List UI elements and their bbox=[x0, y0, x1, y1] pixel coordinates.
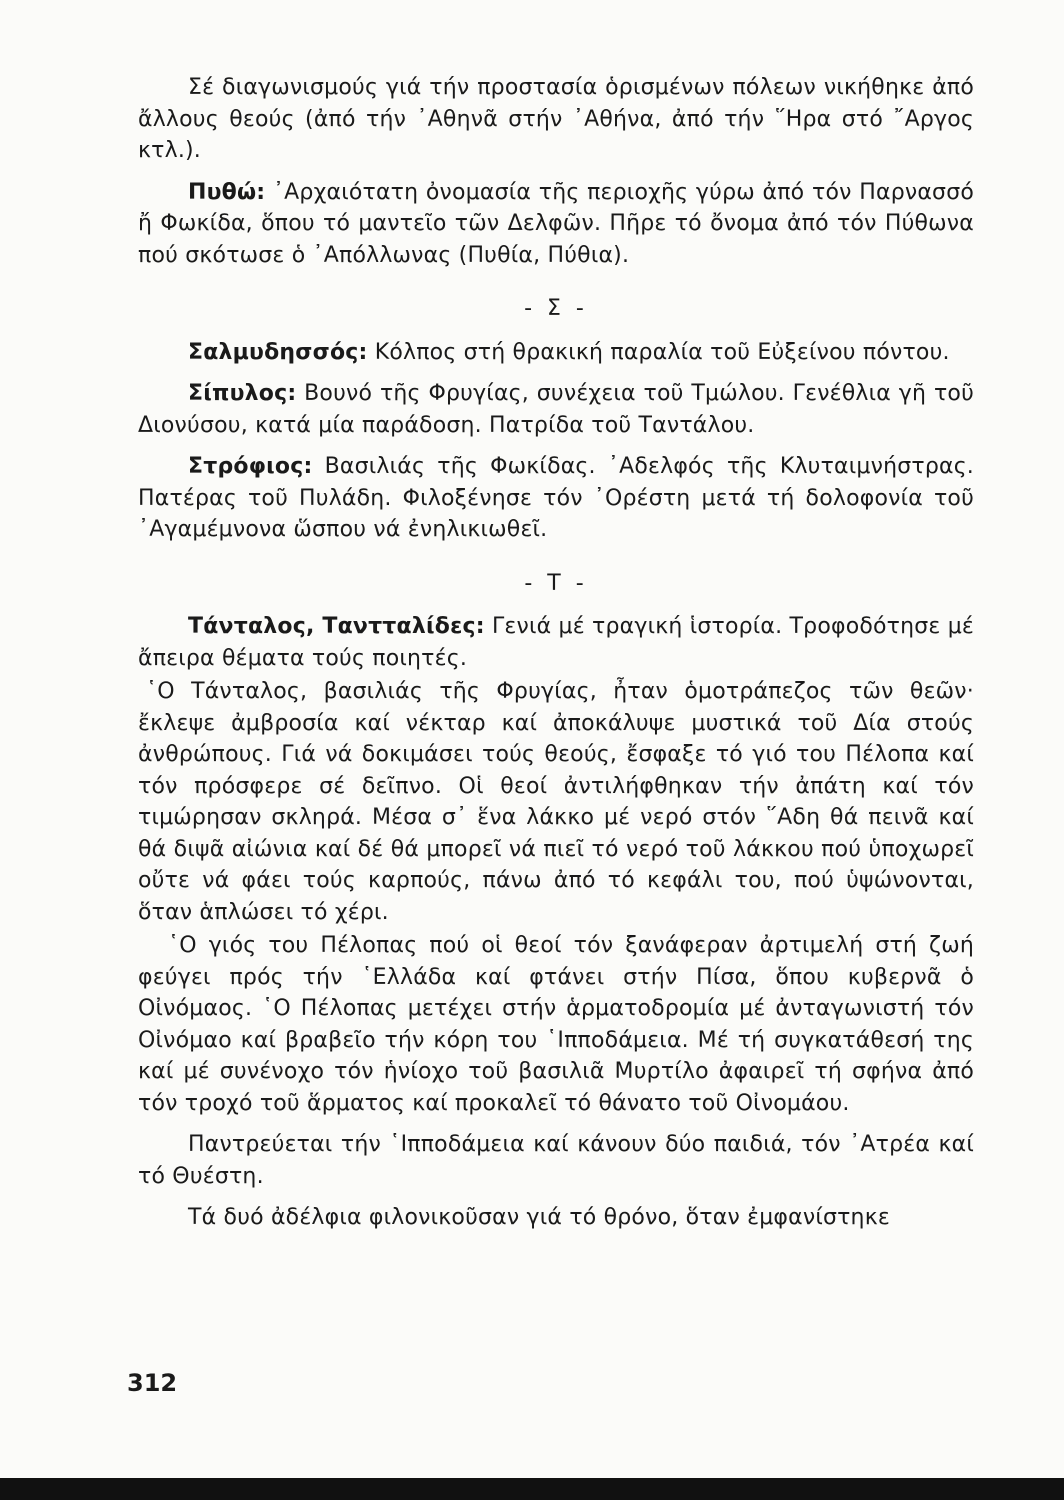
paragraph-body: ῾Ο Τάνταλος, βασιλιάς τῆς Φρυγίας, ἦταν ὁμοτράπεζος τῶν θεῶν· ἔκλεψε ἀμβροσία καί νέκταρ καί ἀποκάλυψε μυστικά τοῦ Δία στούς ἀνθρώπους. Γιά νά δοκιμάσει τούς θεούς, ἔσφαξε τό γιό του Πέλοπα καί τόν πρόσφερε σέ δεῖπνο. Οἱ θεοί ἀντιλήφθηκαν τήν ἀπάτη καί τόν τιμώρησαν σκληρά. Μέσα σ᾿ ἕνα λάκκο μέ νερό στόν ῞Αδη θά πεινᾶ καί θά διψᾶ αἰώνια καί δέ θά μπορεῖ νά πιεῖ τό νερό τοῦ λάκκου πού ὑποχωρεῖ οὔτε νά φάει τούς καρπούς, πάνω ἀπό τό κεφάλι του, πού ὑψώνονται, ὅταν ἁπλώσει τό χέρι. bbox=[138, 679, 974, 925]
paragraph-body: Σέ διαγωνισμούς γιά τήν προστασία ὁρισμένων πόλεων νικήθηκε ἀπό ἄλλους θεούς (ἀπό τήν ᾿Αθηνᾶ στήν ᾿Αθήνα, ἀπό τήν ῞Ηρα στό ῎Αργος κτλ.). bbox=[138, 75, 974, 163]
entry-body: Γενιά μέ τραγική ἱστορία. Τροφοδότησε μέ ἄπειρα θέματα τούς ποιητές. bbox=[138, 614, 975, 671]
section-marker-tau: - Τ - bbox=[524, 570, 588, 596]
entry-headword: Σαλμυδησσός: bbox=[188, 339, 368, 365]
paragraph-marriage bbox=[138, 1129, 974, 1192]
paragraph-body: ῾Ο γιός του Πέλοπας πού οἱ θεοί τόν ξανάφεραν ἀρτιμελή στή ζωή φεύγει πρός τήν ῾Ελλάδα καί φτάνει στήν Πίσα, ὅπου κυβερνᾶ ὁ Οἰνόμαος. ῾Ο Πέλοπας μετέχει στήν ἁρματοδρομία μέ ἀνταγωνιστή τόν Οἰνόμαο καί βραβεῖο τήν κόρη του ῾Ιπποδάμεια. Μέ τή συγκατάθεσή της καί μέ συνένοχο τόν ἡνίοχο τοῦ βασιλιᾶ Μυρτίλο ἀφαιρεῖ τή σφήνα ἀπό τόν τροχό τοῦ ἅρματος καί προκαλεῖ τό θάνατο τοῦ Οἰνομάου. bbox=[138, 933, 974, 1116]
page-text bbox=[138, 72, 974, 1244]
entry-headword: Στρόφιος: bbox=[188, 454, 313, 479]
paragraph-brothers bbox=[138, 1202, 974, 1234]
paragraph-tantalos-story bbox=[138, 676, 974, 928]
paragraph-body: Τά δυό ἀδέλφια φιλονικοῦσαν γιά τό θρόνο, ὅταν ἐμφανίστηκε bbox=[188, 1205, 890, 1230]
entry-body: Κόλπος στή θρακική παραλία τοῦ Εὐξείνου πόντου. bbox=[367, 339, 950, 365]
entry-body: Βουνό τῆς Φρυγίας, συνέχεια τοῦ Τμώλου. Γενέθλια γῆ τοῦ Διονύσου, κατά μία παράδοση. Πατρίδα τοῦ Ταντάλου. bbox=[138, 381, 974, 438]
paragraph-body: Παντρεύεται τήν ῾Ιπποδάμεια καί κάνουν δύο παιδιά, τόν ᾿Ατρέα καί τό Θυέστη. bbox=[138, 1132, 974, 1189]
entry-body: ᾿Αρχαιότατη ὀνομασία τῆς περιοχῆς γύρω ἀπό τόν Παρνασσό ἤ Φωκίδα, ὅπου τό μαντεῖο τῶν Δελφῶν. Πῆρε τό ὄνομα ἀπό τόν Πύθωνα πού σκότωσε ὁ ᾿Απόλλωνας (Πυθία, Πύθια). bbox=[138, 179, 974, 268]
entry-body: Βασιλιάς τῆς Φωκίδας. ᾿Αδελφός τῆς Κλυταιμνήστρας. Πατέρας τοῦ Πυλάδη. Φιλοξένησε τόν ᾿Ορέστη μετά τή δολοφονία τοῦ ᾿Αγαμέμνονα ὥσπου νά ἐνηλικιωθεῖ. bbox=[138, 454, 974, 542]
entry-headword: Τάνταλος, Ταντταλίδες: bbox=[188, 614, 485, 639]
paragraph-p1 bbox=[138, 72, 974, 167]
entry-headword: Πυθώ: bbox=[188, 179, 266, 205]
scan-bottom-edge bbox=[0, 1478, 1064, 1500]
page-number: 312 bbox=[127, 1369, 178, 1397]
entry-tantalos bbox=[138, 611, 974, 674]
entry-sipylos bbox=[138, 378, 974, 441]
paragraph-pelops bbox=[138, 930, 974, 1119]
entry-pytho bbox=[138, 177, 974, 272]
entry-headword: Σίπυλος: bbox=[188, 381, 297, 406]
entry-strophios bbox=[138, 451, 974, 546]
entry-salmydessos bbox=[138, 337, 974, 369]
section-marker-sigma: - Σ - bbox=[524, 296, 588, 321]
